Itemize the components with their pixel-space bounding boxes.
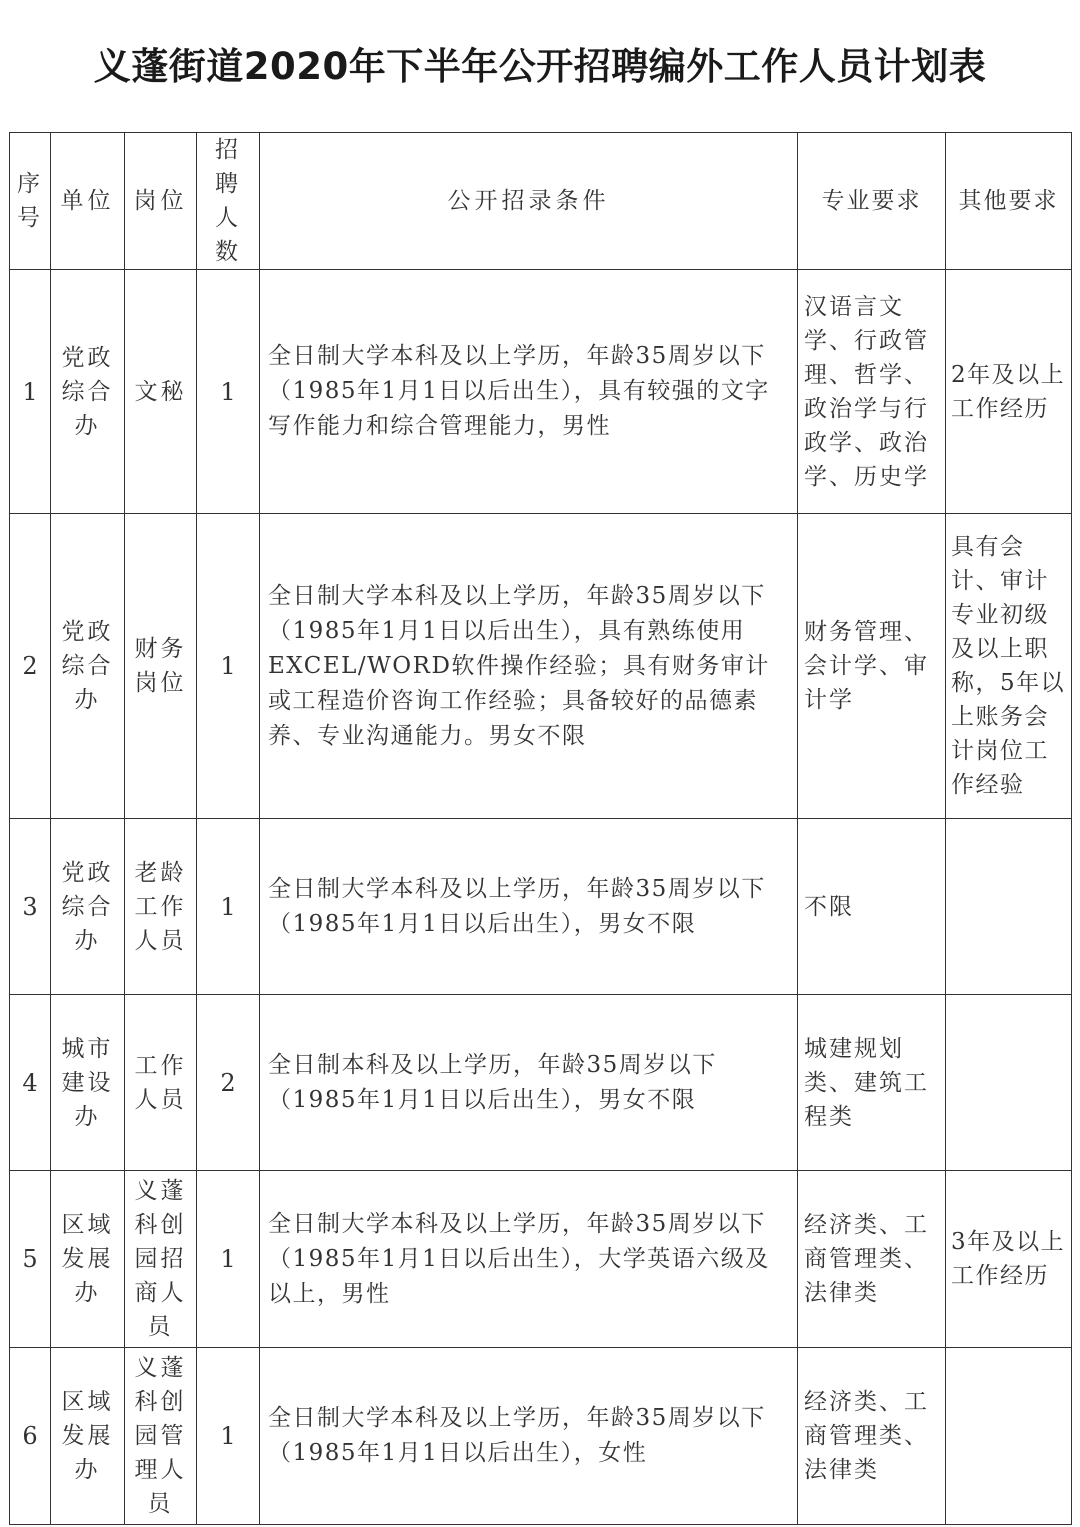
row-unit: 党政综合办 (51, 819, 125, 995)
row-major: 经济类、工商管理类、法律类 (798, 1348, 946, 1525)
row-major: 汉语言文学、行政管理、哲学、政治学与行政学、政治学、历史学 (798, 270, 946, 514)
row-conditions: 全日制大学本科及以上学历，年龄35周岁以下（1985年1月1日以后出生），具有较强的文字写作能力和综合管理能力，男性 (260, 270, 798, 514)
row-major: 城建规划类、建筑工程类 (798, 995, 946, 1171)
row-major: 财务管理、会计学、审计学 (798, 514, 946, 819)
row-other (946, 995, 1072, 1171)
row-seq: 3 (10, 819, 51, 995)
table-row (10, 1348, 1072, 1525)
row-unit: 区域发展办 (51, 1348, 125, 1525)
row-post: 文秘 (125, 270, 197, 514)
recruitment-plan-table (9, 132, 1072, 1525)
row-conditions: 全日制大学本科及以上学历，年龄35周岁以下（1985年1月1日以后出生），男女不限 (260, 819, 798, 995)
header-conditions: 公开招录条件 (260, 133, 798, 270)
row-seq: 6 (10, 1348, 51, 1525)
row-count: 1 (197, 514, 260, 819)
row-unit: 党政综合办 (51, 514, 125, 819)
row-seq: 5 (10, 1171, 51, 1348)
row-post: 财务岗位 (125, 514, 197, 819)
row-count: 2 (197, 995, 260, 1171)
row-post: 义蓬科创园招商人员 (125, 1171, 197, 1348)
row-post: 义蓬科创园管理人员 (125, 1348, 197, 1525)
table-row (10, 270, 1072, 514)
header-post: 岗位 (125, 133, 197, 270)
row-unit: 党政综合办 (51, 270, 125, 514)
row-major: 不限 (798, 819, 946, 995)
table-row (10, 995, 1072, 1171)
row-count: 1 (197, 1171, 260, 1348)
page-title: 义蓬街道2020年下半年公开招聘编外工作人员计划表 (93, 45, 987, 88)
title-area (0, 0, 1080, 132)
row-other (946, 1348, 1072, 1525)
row-post: 老龄工作人员 (125, 819, 197, 995)
row-post: 工作人员 (125, 995, 197, 1171)
header-other: 其他要求 (946, 133, 1072, 270)
row-conditions: 全日制大学本科及以上学历，年龄35周岁以下（1985年1月1日以后出生），女性 (260, 1348, 798, 1525)
row-other (946, 819, 1072, 995)
row-other: 具有会计、审计专业初级及以上职称，5年以上账务会计岗位工作经验 (946, 514, 1072, 819)
table-row (10, 514, 1072, 819)
row-seq: 2 (10, 514, 51, 819)
row-count: 1 (197, 270, 260, 514)
row-seq: 1 (10, 270, 51, 514)
table-row (10, 1171, 1072, 1348)
row-seq: 4 (10, 995, 51, 1171)
header-seq: 序号 (10, 133, 51, 270)
row-other: 2年及以上工作经历 (946, 270, 1072, 514)
row-conditions: 全日制大学本科及以上学历，年龄35周岁以下（1985年1月1日以后出生），具有熟练使用EXCEL/WORD软件操作经验；具有财务审计或工程造价咨询工作经验；具备较好的品德素养、专业沟通能力。男女不限 (260, 514, 798, 819)
row-other: 3年及以上工作经历 (946, 1171, 1072, 1348)
header-count: 招聘人数 (197, 133, 260, 270)
row-major: 经济类、工商管理类、法律类 (798, 1171, 946, 1348)
row-conditions: 全日制本科及以上学历，年龄35周岁以下（1985年1月1日以后出生），男女不限 (260, 995, 798, 1171)
row-count: 1 (197, 819, 260, 995)
row-count: 1 (197, 1348, 260, 1525)
table-row (10, 819, 1072, 995)
row-unit: 区域发展办 (51, 1171, 125, 1348)
header-row (10, 133, 1072, 270)
header-unit: 单位 (51, 133, 125, 270)
header-major: 专业要求 (798, 133, 946, 270)
row-unit: 城市建设办 (51, 995, 125, 1171)
row-conditions: 全日制大学本科及以上学历，年龄35周岁以下（1985年1月1日以后出生），大学英语六级及以上，男性 (260, 1171, 798, 1348)
